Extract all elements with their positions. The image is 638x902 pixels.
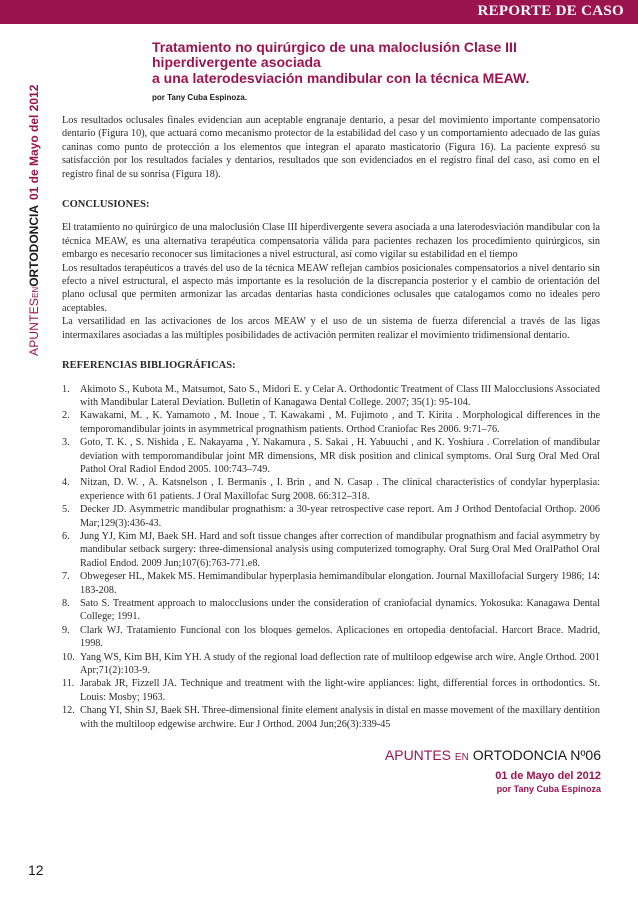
reference-text: Nitzan, D. W. , A. Katsnelson , I. Bermanis , I. Brin , and N. Casap . The clinical characteristics of condylar hyperplasia: experience with 61 patients. J Oral Maxillofac Surg 2008. 66:312–318. — [80, 477, 600, 502]
reference-item — [62, 597, 600, 624]
reference-number: 3. — [62, 437, 70, 449]
article-title-block — [152, 40, 622, 102]
reference-number: 10. — [62, 651, 75, 663]
references-list — [62, 383, 600, 732]
reference-item — [62, 383, 600, 410]
spine-brand-bold: ORTODONCIA — [27, 205, 41, 287]
reference-item — [62, 409, 600, 436]
article-byline: por Tany Cuba Espinoza. — [152, 93, 247, 102]
reference-number: 5. — [62, 504, 70, 516]
reference-number: 7. — [62, 571, 70, 583]
reference-text: Jung YJ, Kim MJ, Baek SH. Hard and soft tissue changes after correction of mandibular prognathism and facial asymmetry by mandibular setback surgery: three-dimensional analysis using computerized tomography. Oral Surg Oral Med OralPathol Oral Radiol Endod. 2009 Jun;107(6):763-771.e8. — [80, 530, 600, 569]
article-title-line3: a una laterodesviación mandibular con la técnica MEAW. — [152, 70, 530, 86]
reference-item — [62, 570, 600, 597]
reference-number: 4. — [62, 477, 70, 489]
header-bar — [0, 0, 638, 24]
reference-item — [62, 436, 600, 476]
reference-text: Yang WS, Kim BH, Kim YH. A study of the regional load deflection rate of multiloop edgewise arch wire. Angle Orthod. 2001 Apr;71(2):103-9. — [80, 651, 600, 677]
spine-brand-light: APUNTES — [27, 297, 41, 356]
article-title-line2: hiperdivergente asociada — [152, 54, 321, 70]
article-title-line1: Tratamiento no quirúrgico de una maloclusión Clase III — [152, 39, 517, 55]
reference-item — [62, 503, 600, 530]
reference-number: 8. — [62, 598, 70, 609]
reference-item — [62, 530, 600, 570]
reference-text: Decker JD. Asymmetric mandibular prognathism: a 30-year retrospective case report. Am J Orthod Dentofacial Orthop. 2006 Mar;129(3):436-43. — [80, 504, 600, 529]
intro-paragraph: Los resultados oclusales finales evidencian aun aceptable engranaje dentario, a pesar del movimiento importante compensatorio dentario (Figura 10), que actuará como mecanismo protector de la estabilidad del caso y un comportamiento adecuado de las guías caninas como punto de protección a los elementos que integran el aparato masticatorio (Figura 16). La paciente expresó su satisfacción por los resultados faciales y dentarios, resultados que son evidenciados en el registro final del caso, así como en el registro final de su sonrisa (Figura 18). — [62, 115, 600, 180]
reference-number: 11. — [62, 678, 75, 690]
reference-number: 2. — [62, 410, 70, 422]
reference-text: Kawakami, M. , K. Yamamoto , M. Inoue , T. Kawakami , M. Fujimoto , and T. Kirita . Morphological differences in the temporomandibular joints in asymmetrical prognathism patients. Orthod Craniofac Res 2006. 9:71–76. — [80, 410, 600, 435]
reference-text: Obwegeser HL, Makek MS. Hemimandibular hyperplasia hemimandibular elongation. Journal Maxillofacial Surgery 1986; 14: 183-208. — [80, 571, 600, 596]
article-body — [62, 114, 600, 731]
journal-spine — [26, 85, 44, 356]
reference-text: Sato S. Treatment approach to malocclusions under the consideration of craniofacial dynamics. Yokosuka: Kanagawa Dental College; 1991. — [80, 598, 600, 623]
conclusion-paragraph: El tratamiento no quirúrgico de una maloclusión Clase III hiperdivergente severa asociada a una laterodesviación mandibular con la técnica MEAW, es una alternativa terapéutica compensatoria válida para pacientes rechazen los procedimiento quirúrgicos, sin embargo es necesario reconocer sus limitaciones a nivel estructural, así como vigilar su estabilidad en el tiempo — [62, 222, 600, 261]
reference-text: Chang YI, Shin SJ, Baek SH. Three-dimensional finite element analysis in distal en masse movement of the maxillary dentition with the multiloop edgewise archwire. Eur J Orthod. 2004 Jun;26(3):339-45 — [80, 705, 600, 730]
reference-item — [62, 624, 600, 651]
reference-number: 9. — [62, 624, 70, 636]
footer-block — [385, 746, 601, 794]
conclusions-heading: CONCLUSIONES: — [62, 199, 150, 211]
footer-brand — [385, 746, 601, 767]
reference-text: Akimoto S., Kubota M., Matsumot, Sato S., Midori E. y Celar A. Orthodontic Treatment of Class III Malocclusions Associated with Mandibular Lateral Deviation. Bulletin of Kanagawa Dental College. 2007; 35(1): 95-104. — [80, 383, 600, 408]
reference-number: 12. — [62, 705, 75, 717]
footer-date: 01 de Mayo del 2012 — [495, 770, 601, 782]
reference-number: 6. — [62, 530, 70, 542]
reference-item — [62, 476, 600, 503]
conclusion-paragraph: Los resultados terapéuticos a través del uso de la técnica MEAW reflejan cambios posicionales compensatorios a nivel dentario sin efecto a nivel estructural, el aspecto más importante es la resolución de la discrepancia posterior y el cambio de orientación del plano oclusal que permiten armonizar las arcadas dentarias hasta condiciones oclusales que catalogamos como no ideales pero aceptables. — [62, 262, 600, 314]
footer-brand-en: EN — [454, 752, 469, 763]
spine-brand-en: EN — [31, 286, 40, 298]
reference-text: Clark WJ. Tratamiento Funcional con los bloques gemelos. Aplicaciones en ortopedia dentofacial. Harcort Brace. Madrid, 1998. — [80, 624, 600, 650]
spine-date: 01 de Mayo del 2012 — [27, 84, 41, 201]
reference-item — [62, 651, 600, 678]
reference-item — [62, 704, 600, 731]
reference-text: Jarabak JR, Fizzell JA. Technique and treatment with the light-wire appliances: light, differential forces in orthodontics. St. Louis: Mosby; 1963. — [80, 678, 600, 703]
references-heading: REFERENCIAS BIBLIOGRÁFICAS: — [62, 360, 236, 372]
reference-text: Goto, T. K. , S. Nishida , E. Nakayama , Y. Nakamura , S. Sakai , H. Yabuuchi , and K. Yoshiura . Correlation of mandibular deviation with temporomandibular joint MR dimensions, MR disk position and clinical symptoms. Oral Surg Oral Med Oral Pathol Oral Radiol Endod 2005. 100:743–749. — [80, 437, 600, 475]
reference-item — [62, 677, 600, 704]
conclusion-paragraph: La versatilidad en las activaciones de los arcos MEAW y el uso de un sistema de fuerza diferencial a través de las ligas intermaxilares asociadas a las múltiples posibilidades de activación permiten realizar el movimiento tridimensional dentario. — [62, 316, 600, 341]
page-number: 12 — [28, 862, 44, 878]
footer-brand-light: APUNTES — [384, 747, 452, 763]
footer-brand-bold: ORTODONCIA Nº06 — [472, 747, 601, 763]
section-label: REPORTE DE CASO — [477, 3, 624, 19]
reference-number: 1. — [62, 383, 70, 395]
footer-author: por Tany Cuba Espinoza — [496, 784, 601, 794]
